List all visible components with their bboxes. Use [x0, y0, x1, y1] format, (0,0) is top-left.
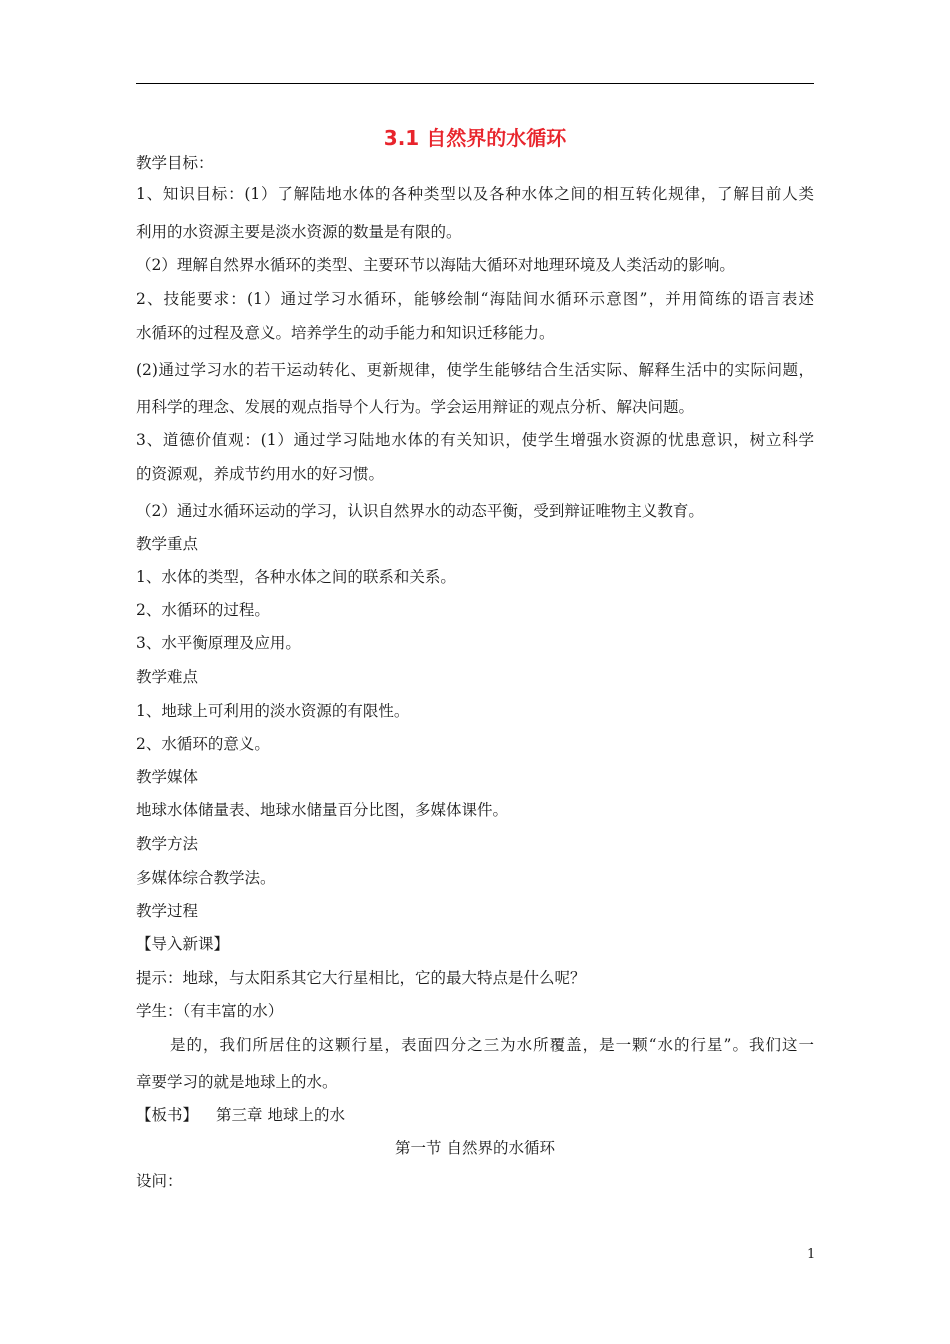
- page-number: 1: [807, 1247, 816, 1262]
- question-prompt: 设问：: [136, 1172, 183, 1190]
- paragraph-line: 多媒体综合教学法。: [136, 869, 276, 887]
- paragraph-line: 水循环的过程及意义。培养学生的动手能力和知识迁移能力。: [136, 324, 555, 342]
- board-chapter: 第三章 地球上的水: [216, 1106, 345, 1124]
- paragraph-line: 地球水体储量表、地球水储量百分比图，多媒体课件。: [136, 801, 509, 819]
- paragraph-line: 3、道德价值观：(1）通过学习陆地水体的有关知识，使学生增强水资源的忧患意识，树立科学: [136, 431, 814, 449]
- paragraph-line: 的资源观，养成节约用水的好习惯。: [136, 465, 385, 483]
- list-item: 3、水平衡原理及应用。: [136, 634, 301, 652]
- list-item: 1、水体的类型，各种水体之间的联系和关系。: [136, 568, 456, 586]
- heading-method: 教学方法: [136, 835, 199, 853]
- heading-process: 教学过程: [136, 902, 199, 920]
- board-section: 第一节 自然界的水循环: [395, 1139, 555, 1157]
- paragraph-line: 2、技能要求：(1）通过学习水循环，能够绘制“海陆间水循环示意图”，并用简练的语言表述: [136, 290, 814, 308]
- heading-media: 教学媒体: [136, 768, 199, 786]
- heading-teaching-goals: 教学目标：: [136, 154, 214, 172]
- paragraph-line: 章要学习的就是地球上的水。: [136, 1073, 338, 1091]
- list-item: 2、水循环的意义。: [136, 735, 270, 753]
- paragraph-line: （2）理解自然界水循环的类型、主要环节以海陆大循环对地理环境及人类活动的影响。: [136, 256, 735, 274]
- heading-key-points: 教学重点: [136, 535, 199, 553]
- paragraph-line: 学生：（有丰富的水）: [136, 1002, 284, 1020]
- heading-difficulties: 教学难点: [136, 668, 199, 686]
- paragraph-line: 提示：地球，与太阳系其它大行星相比，它的最大特点是什么呢？: [136, 969, 586, 987]
- paragraph-line: 利用的水资源主要是淡水资源的数量是有限的。: [136, 223, 462, 241]
- paragraph-line: 1、知识目标：(1）了解陆地水体的各种类型以及各种水体之间的相互转化规律，了解目前人类: [136, 185, 814, 203]
- document-title: 3.1 自然界的水循环: [383, 126, 567, 150]
- header-rule: [136, 83, 814, 84]
- paragraph-line: (2)通过学习水的若干运动转化、更新规律，使学生能够结合生活实际、解释生活中的实际问题，: [136, 361, 814, 379]
- list-item: 1、地球上可利用的淡水资源的有限性。: [136, 702, 410, 720]
- heading-intro: 【导入新课】: [136, 935, 230, 953]
- paragraph-line: 用科学的理念、发展的观点指导个人行为。学会运用辩证的观点分析、解决问题。: [136, 398, 695, 416]
- list-item: 2、水循环的过程。: [136, 601, 270, 619]
- paragraph-line: （2）通过水循环运动的学习，认识自然界水的动态平衡，受到辩证唯物主义教育。: [136, 502, 704, 520]
- paragraph-line: 是的，我们所居住的这颗行星，表面四分之三为水所覆盖，是一颗“水的行星”。我们这一: [170, 1036, 814, 1054]
- board-label: 【板书】: [136, 1106, 199, 1124]
- board-line: [136, 1104, 345, 1126]
